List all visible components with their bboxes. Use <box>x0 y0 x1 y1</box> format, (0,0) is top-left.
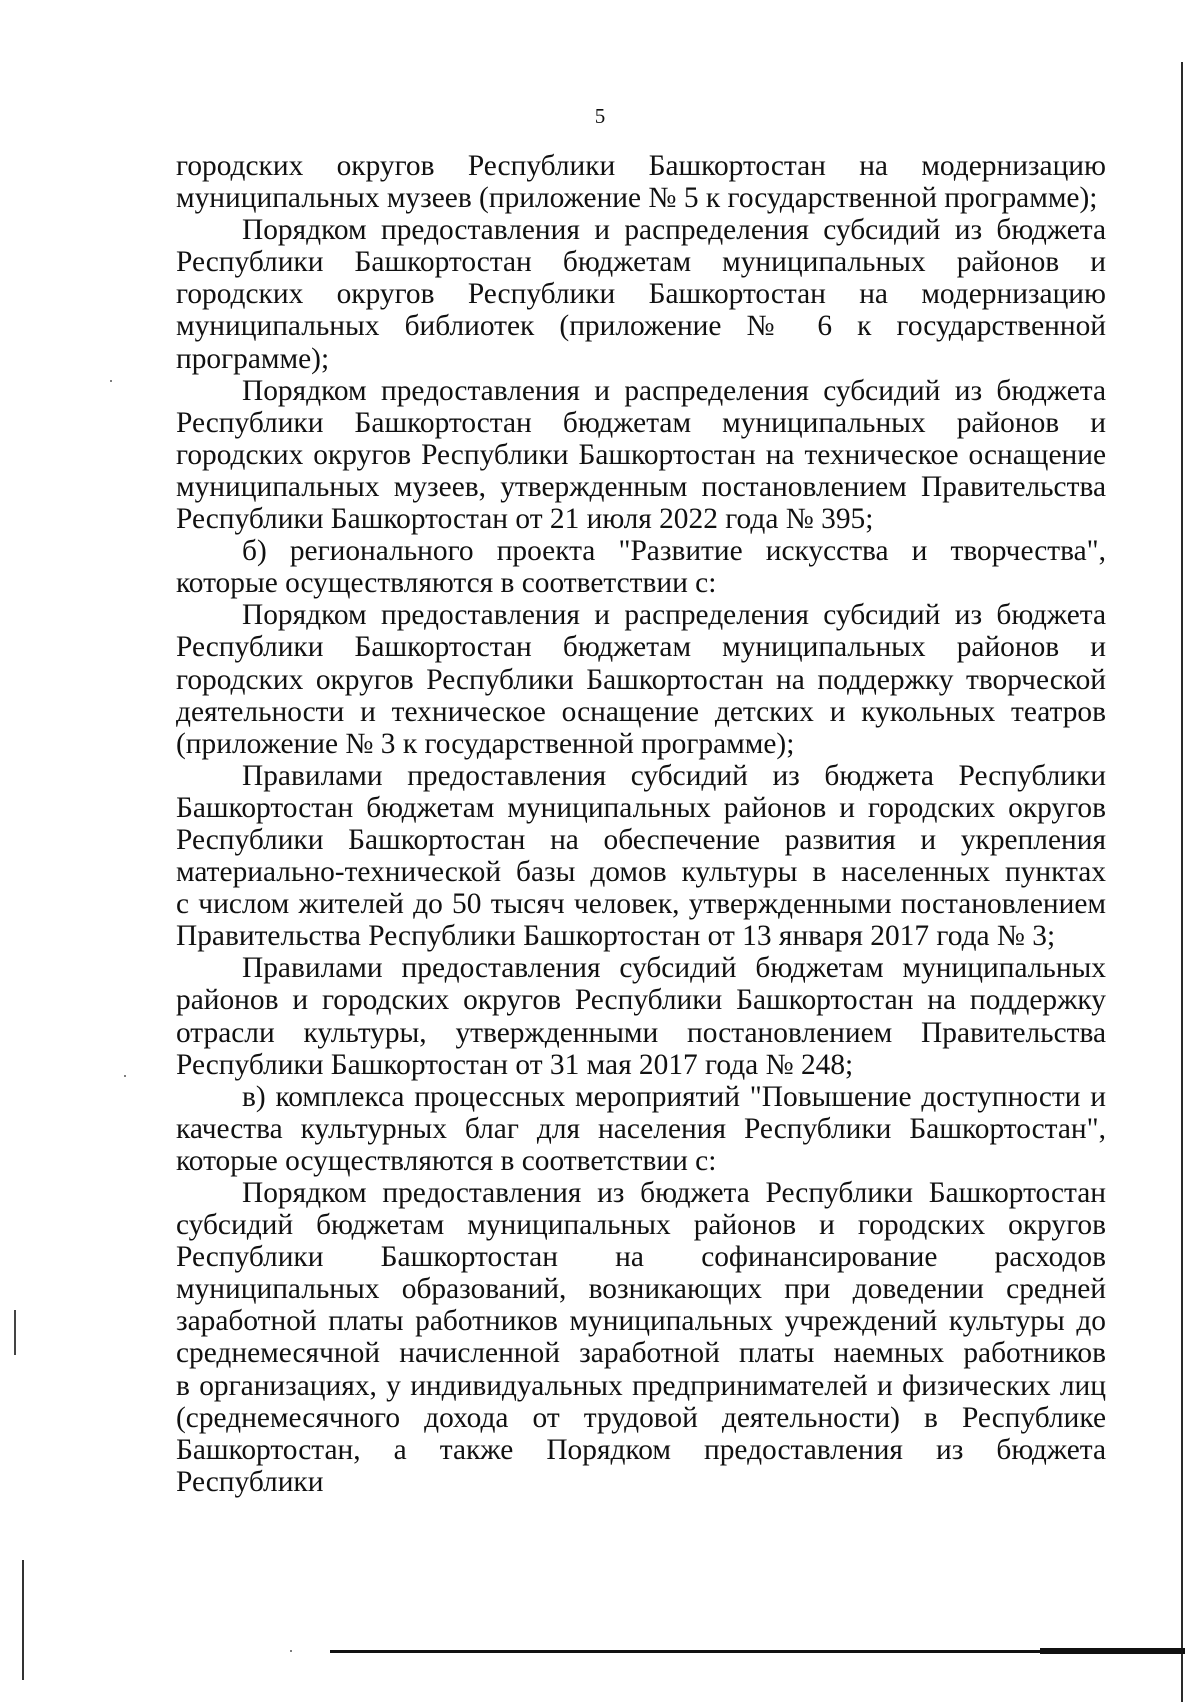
text-line: муниципальных библиотек (приложение № 6 к государственной <box>176 310 1106 343</box>
text-line: муниципальных музеев, утвержденным постановлением Правительства <box>176 470 1106 503</box>
text-line: Республики Башкортостан от 31 мая 2017 года № 248; <box>176 1048 854 1081</box>
scan-speck <box>124 1075 126 1077</box>
text-line: Порядком предоставления и распределения субсидий из бюджета <box>242 214 1106 247</box>
paragraph <box>176 599 1106 759</box>
text-line: б) регионального проекта "Развитие искусства и творчества", <box>242 535 1106 568</box>
text-line: Правительства Республики Башкортостан от 13 января 2017 года № 3; <box>176 920 1056 953</box>
scan-bottom-rule <box>1040 1648 1185 1654</box>
text-line: заработной платы работников муниципальных учреждений культуры до <box>176 1305 1106 1338</box>
document-body <box>176 150 1106 1498</box>
text-line: районов и городских округов Республики Башкортостан на поддержку <box>176 984 1106 1017</box>
text-line: Правилами предоставления субсидий из бюджета Республики <box>242 759 1106 792</box>
text-line: программе); <box>176 342 330 375</box>
text-line: в) комплекса процессных мероприятий "Повышение доступности и <box>242 1080 1106 1113</box>
text-line: муниципальных музеев (приложение № 5 к государственной программе); <box>176 182 1098 215</box>
text-line: Башкортостан бюджетам муниципальных районов и городских округов <box>176 791 1106 824</box>
text-line: отрасли культуры, утвержденными постановлением Правительства <box>176 1016 1106 1049</box>
scan-edge-line <box>1181 62 1183 1702</box>
scan-edge-mark <box>22 1560 24 1680</box>
text-line: городских округов Республики Башкортостан на техническое оснащение <box>176 438 1106 471</box>
text-line: городских округов Республики Башкортостан на поддержку творческой <box>176 663 1106 696</box>
text-line: которые осуществляются в соответствии с: <box>176 1144 717 1177</box>
text-line: субсидий бюджетам муниципальных районов и городских округов <box>176 1209 1106 1242</box>
text-line: Республики Башкортостан на софинансирование расходов <box>176 1241 1106 1274</box>
text-line: Порядком предоставления и распределения субсидий из бюджета <box>242 599 1106 632</box>
text-line: (среднемесячного дохода от трудовой деятельности) в Республике <box>176 1401 1106 1434</box>
text-line: качества культурных благ для населения Республики Башкортостан", <box>176 1112 1106 1145</box>
text-line: городских округов Республики Башкортостан на модернизацию <box>176 150 1106 182</box>
paragraph <box>176 535 1106 599</box>
text-line: материально-технической базы домов культуры в населенных пунктах <box>176 856 1106 889</box>
page-number: 5 <box>594 104 606 128</box>
text-line: Порядком предоставления из бюджета Республики Башкортостан <box>242 1177 1106 1209</box>
scan-speck <box>290 1650 292 1652</box>
paragraph <box>176 214 1106 374</box>
text-line: Правилами предоставления субсидий бюджетам муниципальных <box>242 952 1106 985</box>
scan-edge-mark <box>14 1310 16 1355</box>
paragraph <box>176 150 1106 214</box>
paragraph <box>176 1177 1106 1498</box>
text-line: муниципальных образований, возникающих при доведении средней <box>176 1273 1106 1306</box>
text-line: среднемесячной начисленной заработной платы наемных работников <box>176 1337 1106 1370</box>
text-line: Республики Башкортостан от 21 июля 2022 года № 395; <box>176 503 874 536</box>
text-line: городских округов Республики Башкортостан на модернизацию <box>176 278 1106 311</box>
scan-speck <box>110 380 112 382</box>
text-line: (приложение № 3 к государственной программе); <box>176 727 795 760</box>
text-line: Республики Башкортостан на обеспечение развития и укрепления <box>176 823 1106 856</box>
paragraph <box>176 1081 1106 1177</box>
paragraph <box>176 375 1106 535</box>
text-line: Республики Башкортостан бюджетам муниципальных районов и <box>176 406 1106 439</box>
text-line: деятельности и техническое оснащение детских и кукольных театров <box>176 695 1106 728</box>
text-line: в организациях, у индивидуальных предпринимателей и физических лиц <box>176 1369 1106 1402</box>
paragraph <box>176 760 1106 953</box>
paragraph <box>176 952 1106 1080</box>
text-line: Порядком предоставления и распределения субсидий из бюджета <box>242 374 1106 407</box>
text-line: Республики Башкортостан бюджетам муниципальных районов и <box>176 246 1106 279</box>
text-line: Башкортостан, а также Порядком предоставления из бюджета Республики <box>176 1433 1106 1498</box>
text-line: которые осуществляются в соответствии с: <box>176 567 717 600</box>
text-line: Республики Башкортостан бюджетам муниципальных районов и <box>176 631 1106 664</box>
text-line: с числом жителей до 50 тысяч человек, утвержденными постановлением <box>176 888 1106 921</box>
